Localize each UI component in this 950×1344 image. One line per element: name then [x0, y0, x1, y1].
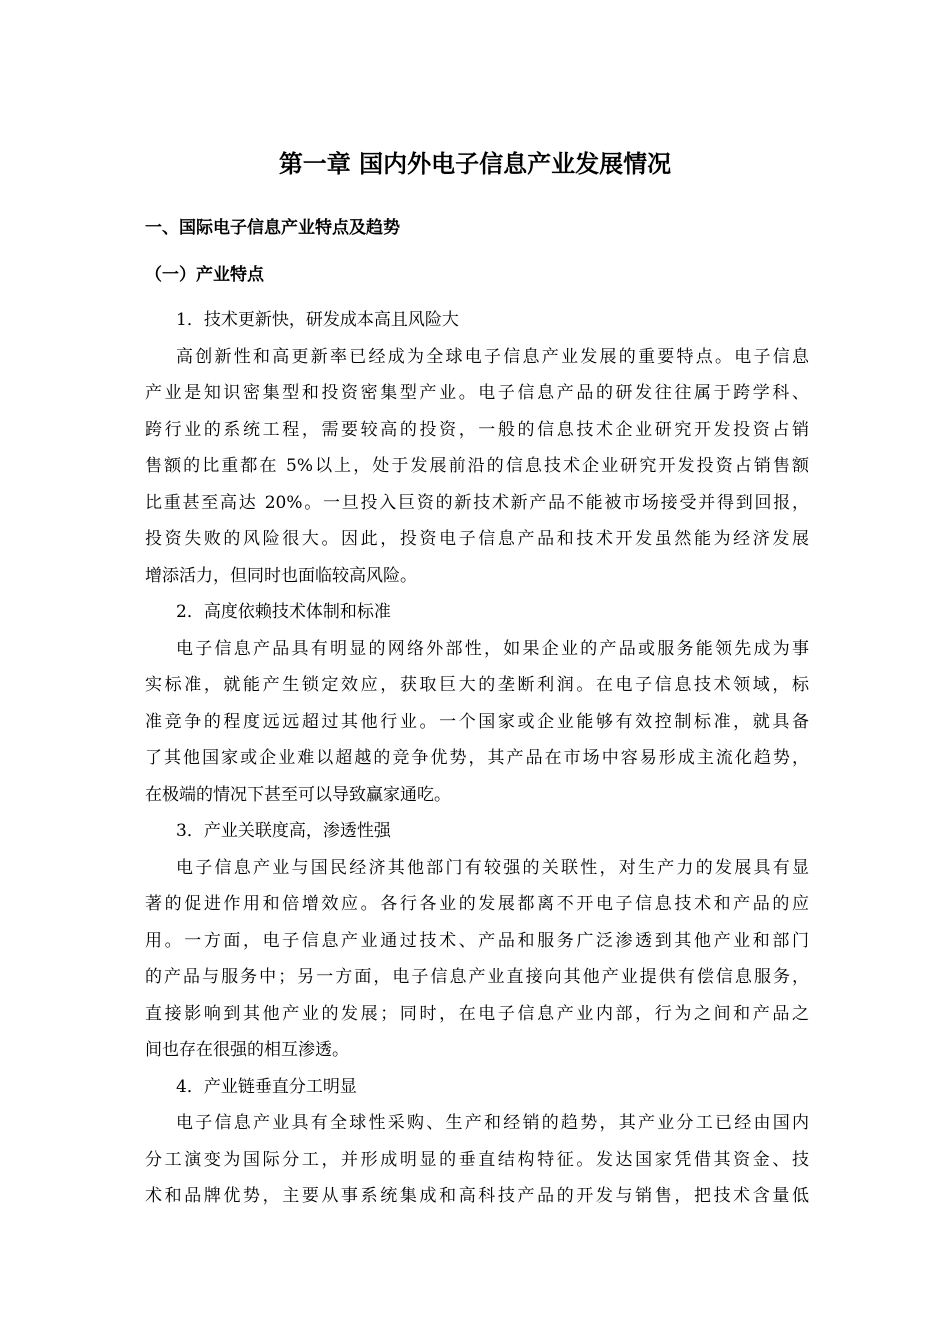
paragraph — [145, 850, 809, 1069]
paragraph-line: 直接影响到其他产业的发展；同时，在电子信息产业内部，行为之间和产品之 — [145, 1003, 809, 1024]
chapter-title: 第一章 国内外电子信息产业发展情况 — [278, 150, 672, 178]
paragraph-line: 的产品与服务中；另一方面，电子信息产业直接向其他产业提供有偿信息服务， — [145, 967, 809, 987]
item-title: 4．产业链垂直分工明显 — [176, 1076, 357, 1097]
paragraph-line: 术和品牌优势，主要从事系统集成和高科技产品的开发与销售，把技术含量低 — [145, 1186, 809, 1206]
paragraph-line: 投资失败的风险很大。因此，投资电子信息产品和技术开发虽然能为经济发展 — [145, 529, 809, 549]
item-title: 1．技术更新快，研发成本高且风险大 — [176, 310, 459, 330]
paragraph — [145, 1105, 809, 1215]
paragraph-line: 准竞争的程度远远超过其他行业。一个国家或企业能够有效控制标准，就具备 — [145, 711, 809, 732]
body-content — [145, 302, 809, 1215]
paragraph-line: 了其他国家或企业难以超越的竞争优势，其产品在市场中容易形成主流化趋势， — [145, 748, 809, 768]
paragraph-line: 著的促进作用和倍增效应。各行各业的发展都离不开电子信息技术和产品的应 — [145, 894, 809, 914]
paragraph-line: 间也存在很强的相互渗透。 — [145, 1040, 349, 1060]
paragraph-line: 电子信息产业与国民经济其他部门有较强的关联性，对生产力的发展具有显 — [176, 857, 809, 878]
paragraph-line: 增添活力，但同时也面临较高风险。 — [145, 565, 417, 586]
paragraph-line: 电子信息产业具有全球性采购、生产和经销的趋势，其产业分工已经由国内 — [176, 1113, 809, 1133]
paragraph-line: 产业是知识密集型和投资密集型产业。电子信息产品的研发往往属于跨学科、 — [145, 383, 809, 403]
paragraph-line: 售额的比重都在 5%以上，处于发展前沿的信息技术企业研究开发投资占销售额 — [145, 456, 809, 476]
paragraph — [145, 339, 809, 595]
paragraph-line: 跨行业的系统工程，需要较高的投资，一般的信息技术企业研究开发投资占销 — [145, 419, 809, 440]
section-heading: 一、国际电子信息产业特点及趋势 — [145, 218, 400, 238]
paragraph-line: 比重甚至高达 20%。一旦投入巨资的新技术新产品不能被市场接受并得到回报， — [145, 492, 809, 513]
paragraph-line: 在极端的情况下甚至可以导致赢家通吃。 — [145, 784, 451, 805]
item-title: 2．高度依赖技术体制和标准 — [176, 602, 391, 622]
paragraph-line: 电子信息产品具有明显的网络外部性，如果企业的产品或服务能领先成为事 — [176, 638, 809, 659]
item-title: 3．产业关联度高，渗透性强 — [176, 821, 391, 841]
paragraph-line: 实标准，就能产生锁定效应，获取巨大的垄断利润。在电子信息技术领域，标 — [145, 675, 809, 695]
paragraph-line: 分工演变为国际分工，并形成明显的垂直结构特征。发达国家凭借其资金、技 — [145, 1149, 809, 1170]
subsection-heading: （一）产业特点 — [145, 265, 264, 285]
paragraph-line: 用。一方面，电子信息产业通过技术、产品和服务广泛渗透到其他产业和部门 — [145, 930, 809, 951]
paragraph — [145, 631, 809, 814]
paragraph-line: 高创新性和高更新率已经成为全球电子信息产业发展的重要特点。电子信息 — [176, 346, 809, 367]
